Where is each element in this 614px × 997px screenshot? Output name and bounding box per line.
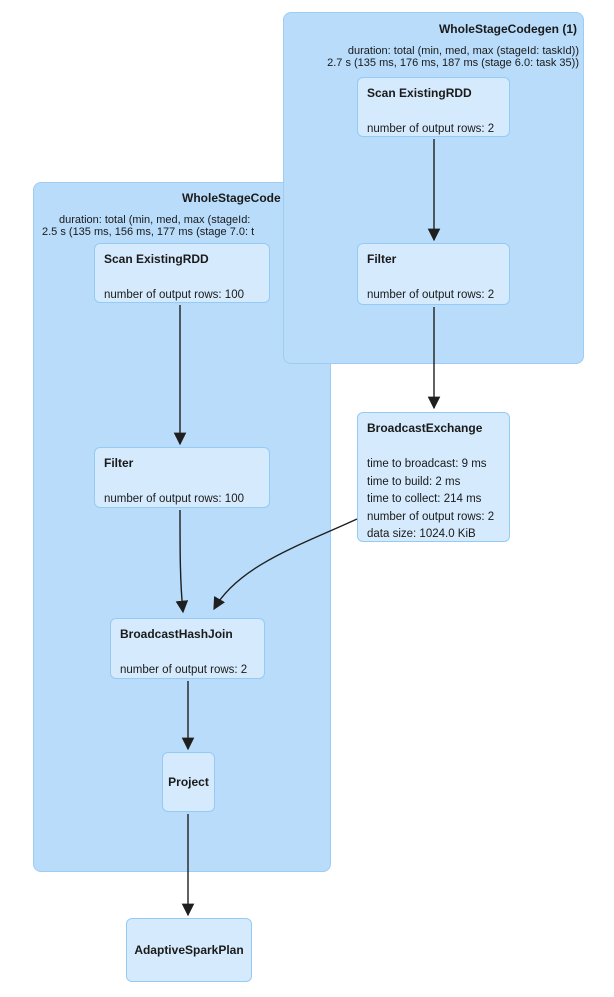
node-filter-2[interactable] [94,447,270,508]
node-title: BroadcastExchange [367,421,483,435]
node-title: BroadcastHashJoin [120,627,233,641]
cluster-duration-line-1: duration: total (min, med, max (stageId: taskId)) [347,45,579,57]
node-filter-1[interactable] [357,243,510,305]
node-title: AdaptiveSparkPlan [134,943,244,957]
node-metric: number of output rows: 2 [367,289,495,301]
cluster-wholestagecodegen-1 [283,12,584,364]
node-title: Scan ExistingRDD [367,86,472,100]
node-title: Filter [104,456,134,470]
cluster-duration-line-2: 2.7 s (135 ms, 176 ms, 187 ms (stage 6.0: task 35)) [327,57,579,69]
node-metric: number of output rows: 100 [104,493,244,505]
cluster-title: WholeStageCode [182,191,281,205]
node-metric: number of output rows: 2 [367,510,495,523]
node-title: Scan ExistingRDD [104,252,209,266]
node-metric: number of output rows: 2 [120,664,248,676]
node-adaptive-spark-plan[interactable] [126,918,252,982]
node-scan-existingrdd-1[interactable] [357,77,510,137]
node-metric: number of output rows: 100 [104,289,244,301]
node-metric: data size: 1024.0 KiB [367,528,476,540]
cluster-duration-line-2: 2.5 s (135 ms, 156 ms, 177 ms (stage 7.0: t [42,226,255,238]
cluster-title: WholeStageCodegen (1) [438,22,577,36]
node-title: Filter [367,252,397,266]
node-title: Project [168,775,209,789]
node-metric: time to build: 2 ms [367,475,461,488]
node-broadcast-exchange[interactable] [357,412,510,542]
node-broadcast-hash-join[interactable] [110,618,265,679]
node-project[interactable] [162,752,215,812]
node-metric: time to broadcast: 9 ms [367,458,487,470]
node-metric: time to collect: 214 ms [367,493,482,505]
node-scan-existingrdd-2[interactable] [94,243,270,303]
cluster-duration-line-1: duration: total (min, med, max (stageId: [59,214,251,226]
node-metric: number of output rows: 2 [367,123,495,135]
